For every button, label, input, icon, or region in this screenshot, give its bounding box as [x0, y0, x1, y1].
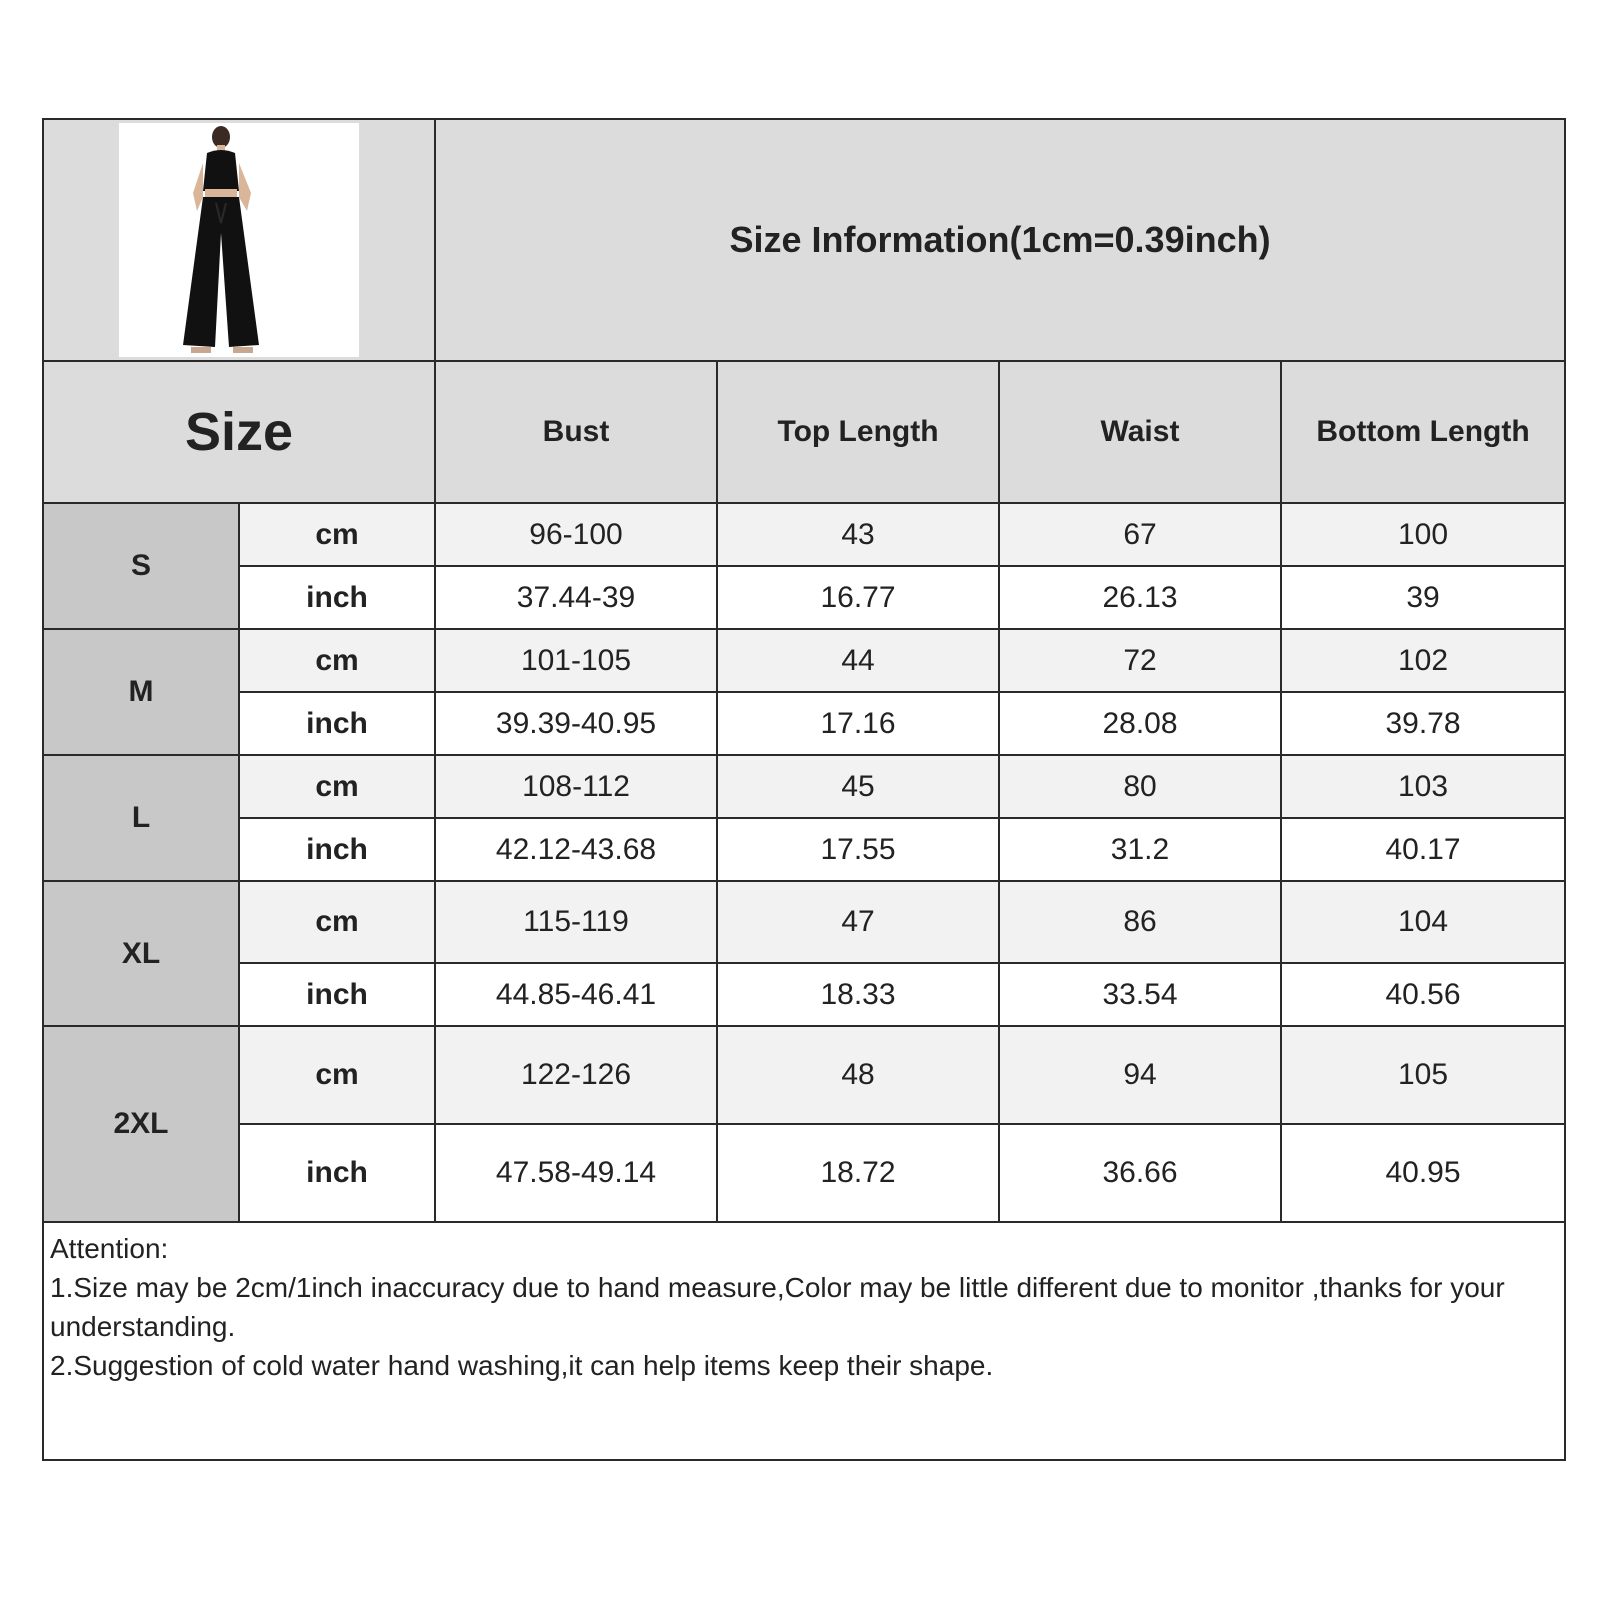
table-row — [43, 503, 1565, 566]
waist-value: 36.66 — [999, 1124, 1281, 1222]
table-row — [43, 629, 1565, 692]
unit-label: cm — [239, 755, 435, 818]
col-header-top-length: Top Length — [717, 361, 999, 503]
bottom-length-value: 40.95 — [1281, 1124, 1565, 1222]
notes-cell — [43, 1222, 1565, 1460]
top-length-value: 17.55 — [717, 818, 999, 881]
size-label: XL — [43, 881, 239, 1026]
unit-label: inch — [239, 818, 435, 881]
size-label: M — [43, 629, 239, 755]
top-length-value: 44 — [717, 629, 999, 692]
waist-value: 72 — [999, 629, 1281, 692]
notes-row — [43, 1222, 1565, 1460]
top-length-value: 17.16 — [717, 692, 999, 755]
size-label: S — [43, 503, 239, 629]
waist-value: 67 — [999, 503, 1281, 566]
unit-label: cm — [239, 629, 435, 692]
product-photo-cell — [43, 119, 435, 361]
unit-label: cm — [239, 1026, 435, 1124]
table-row — [43, 881, 1565, 963]
top-length-value: 18.72 — [717, 1124, 999, 1222]
notes-heading: Attention: — [50, 1233, 169, 1264]
bust-value: 44.85-46.41 — [435, 963, 717, 1026]
size-header: Size — [184, 402, 294, 462]
bust-value: 42.12-43.68 — [435, 818, 717, 881]
notes-line-1: 1.Size may be 2cm/1inch inaccuracy due to hand measure,Color may be little different due to monitor ,thanks for your understanding. — [50, 1272, 1505, 1342]
bottom-length-value: 39 — [1281, 566, 1565, 629]
waist-value: 28.08 — [999, 692, 1281, 755]
bust-value: 37.44-39 — [435, 566, 717, 629]
size-label: L — [43, 755, 239, 881]
bust-value: 108-112 — [435, 755, 717, 818]
col-header-bust: Bust — [435, 361, 717, 503]
size-chart — [42, 118, 1564, 1461]
unit-label: cm — [239, 881, 435, 963]
bottom-length-value: 103 — [1281, 755, 1565, 818]
top-length-value: 47 — [717, 881, 999, 963]
bottom-length-value: 104 — [1281, 881, 1565, 963]
bust-value: 115-119 — [435, 881, 717, 963]
waist-value: 94 — [999, 1026, 1281, 1124]
top-length-value: 18.33 — [717, 963, 999, 1026]
bust-value: 39.39-40.95 — [435, 692, 717, 755]
bottom-length-value: 40.56 — [1281, 963, 1565, 1026]
waist-value: 26.13 — [999, 566, 1281, 629]
product-photo — [119, 123, 359, 357]
unit-label: inch — [239, 692, 435, 755]
bottom-length-value: 100 — [1281, 503, 1565, 566]
bust-value: 122-126 — [435, 1026, 717, 1124]
table-row — [43, 566, 1565, 629]
top-length-value: 43 — [717, 503, 999, 566]
unit-label: inch — [239, 566, 435, 629]
col-header-bottom-length: Bottom Length — [1281, 361, 1565, 503]
waist-value: 86 — [999, 881, 1281, 963]
bottom-length-value: 39.78 — [1281, 692, 1565, 755]
bust-value: 47.58-49.14 — [435, 1124, 717, 1222]
top-length-value: 16.77 — [717, 566, 999, 629]
page-title: Size Information(1cm=0.39inch) — [729, 219, 1271, 260]
waist-value: 31.2 — [999, 818, 1281, 881]
bottom-length-value: 102 — [1281, 629, 1565, 692]
col-header-waist: Waist — [999, 361, 1281, 503]
unit-label: cm — [239, 503, 435, 566]
column-header-row — [43, 361, 1565, 503]
table-row — [43, 692, 1565, 755]
top-length-value: 48 — [717, 1026, 999, 1124]
unit-label: inch — [239, 963, 435, 1026]
table-row — [43, 1124, 1565, 1222]
waist-value: 33.54 — [999, 963, 1281, 1026]
bottom-length-value: 105 — [1281, 1026, 1565, 1124]
table-row — [43, 963, 1565, 1026]
model-outfit-illustration — [119, 123, 359, 357]
table-row — [43, 755, 1565, 818]
bottom-length-value: 40.17 — [1281, 818, 1565, 881]
size-table — [42, 118, 1566, 1461]
table-row — [43, 1026, 1565, 1124]
bust-value: 101-105 — [435, 629, 717, 692]
notes-line-2: 2.Suggestion of cold water hand washing,it can help items keep their shape. — [50, 1350, 994, 1381]
size-label: 2XL — [43, 1026, 239, 1222]
table-row — [43, 818, 1565, 881]
title-cell — [435, 119, 1565, 361]
unit-label: inch — [239, 1124, 435, 1222]
top-length-value: 45 — [717, 755, 999, 818]
title-row — [43, 119, 1565, 361]
size-header-cell — [43, 361, 435, 503]
bust-value: 96-100 — [435, 503, 717, 566]
waist-value: 80 — [999, 755, 1281, 818]
